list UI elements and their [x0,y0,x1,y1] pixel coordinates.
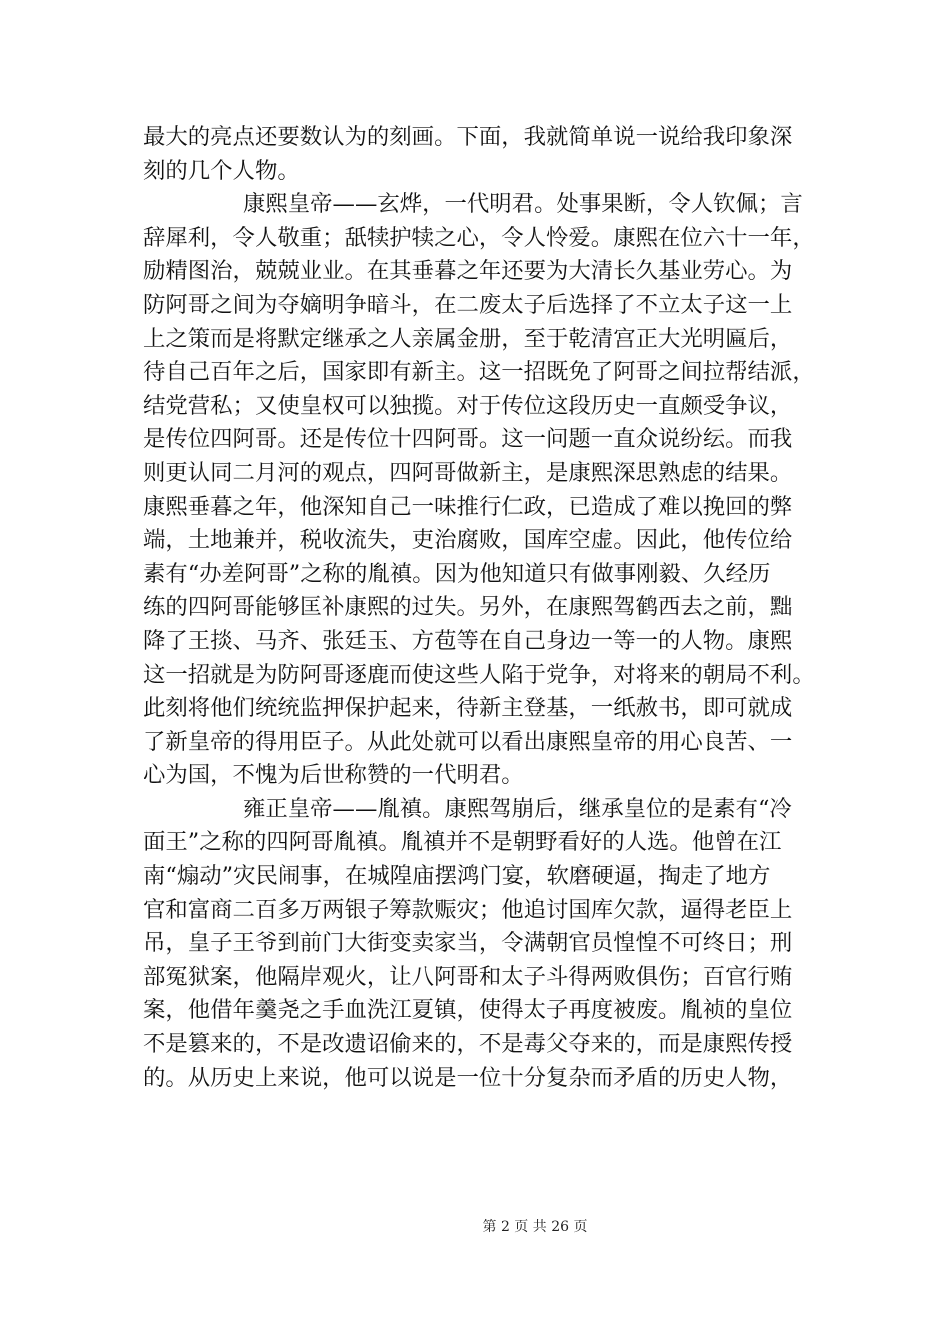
text-line: 防阿哥之间为夺嫡明争暗斗，在二废太子后选择了不立太子这一上 [143,291,793,318]
text-line: 此刻将他们统统监押保护起来，待新主登基，一纸赦书，即可就成 [143,695,793,722]
page-number-footer: 第 2 页 共 26 页 [482,1219,588,1235]
text-line: 练的四阿哥能够匡补康熙的过失。另外，在康熙驾鹤西去之前，黜 [143,594,793,621]
text-line: 吊，皇子王爷到前门大街变卖家当，令满朝官员惶惶不可终日；刑 [143,930,793,957]
text-line: 辞犀利，令人敬重；舐犊护犊之心，令人怜爱。康熙在位六十一年， [143,224,815,251]
text-line: 心为国，不愧为后世称赞的一代明君。 [143,762,524,789]
text-line: 案，他借年羹尧之手血洗江夏镇，使得太子再度被废。胤祯的皇位 [143,997,793,1024]
text-line: 最大的亮点还要数认为的刻画。下面，我就简单说一说给我印象深 [143,124,793,150]
text-line: 励精图治，兢兢业业。在其垂暮之年还要为大清长久基业劳心。为 [143,258,793,285]
text-line: 上之策而是将默定继承之人亲属金册，至于乾清宫正大光明匾后， [143,325,793,352]
text-line: 这一招就是为防阿哥逐鹿而使这些人陷于党争，对将来的朝局不利。 [143,661,815,688]
text-line: 不是篡来的，不是改遗诏偷来的，不是毒父夺来的，而是康熙传授 [143,1031,793,1058]
text-line: 部冤狱案，他隔岸观火，让八阿哥和太子斗得两败俱伤；百官行贿 [143,963,793,990]
text-line: 端，土地兼并，税收流失，吏治腐败，国库空虚。因此，他传位给 [143,527,793,554]
text-line: 是传位四阿哥。还是传位十四阿哥。这一问题一直众说纷纭。而我 [143,426,793,453]
text-line: 南“煽动”灾民闹事，在城隍庙摆鸿门宴，软磨硬逼，掏走了地方 [143,863,771,890]
paragraph-start-line: 雍正皇帝——胤禛。康熙驾崩后，继承皇位的是素有“冷 [243,795,792,822]
text-line: 待自己百年之后，国家即有新主。这一招既免了阿哥之间拉帮结派， [143,359,815,386]
body-text [143,121,819,1095]
text-line: 结党营私；又使皇权可以独揽。对于传位这段历史一直颇受争议， [143,392,793,419]
text-line: 官和富商二百多万两银子筹款赈灾；他追讨国库欠款，逼得老臣上 [143,896,793,923]
text-line: 的。从历史上来说，他可以说是一位十分复杂而矛盾的历史人物， [143,1064,793,1091]
text-line: 了新皇帝的得用臣子。从此处就可以看出康熙皇帝的用心良苦、一 [143,728,793,755]
text-line: 康熙垂暮之年，他深知自己一味推行仁政，已造成了难以挽回的弊 [143,493,793,520]
text-line: 则更认同二月河的观点，四阿哥做新主，是康熙深思熟虑的结果。 [143,459,793,486]
text-line: 刻的几个人物。 [143,157,300,184]
text-line: 降了王掞、马齐、张廷玉、方苞等在自己身边一等一的人物。康熙 [143,627,793,654]
text-line: 素有“办差阿哥”之称的胤禛。因为他知道只有做事刚毅、久经历 [143,560,771,587]
text-line: 面王”之称的四阿哥胤禛。胤禛并不是朝野看好的人选。他曾在江 [143,829,782,856]
paragraph-start-line: 康熙皇帝——玄烨，一代明君。处事果断，令人钦佩；言 [243,191,803,218]
